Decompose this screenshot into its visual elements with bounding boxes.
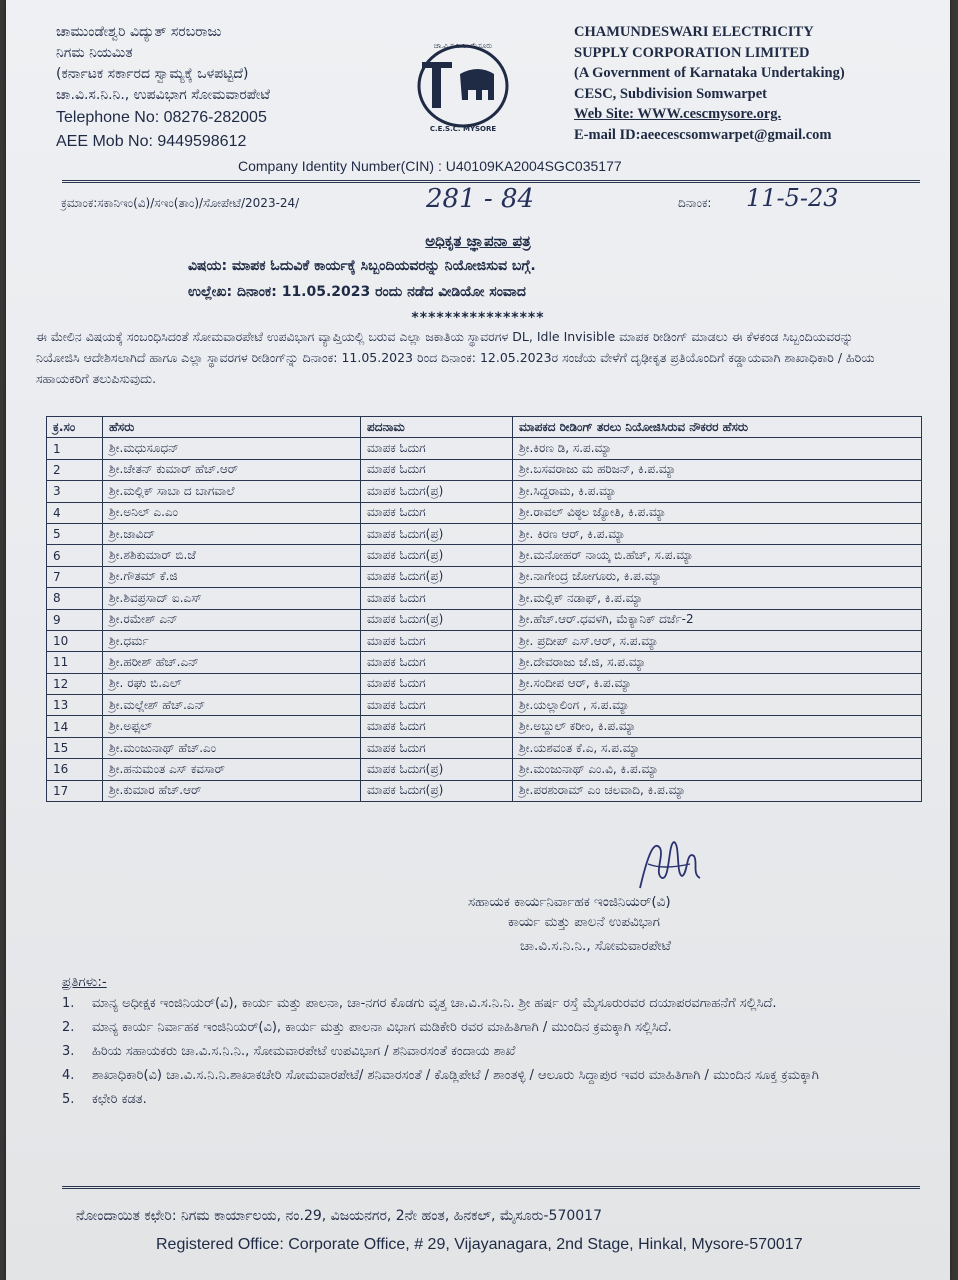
table-row [47, 545, 922, 566]
copy-item-text: ಹಿರಿಯ ಸಹಾಯಕರು ಚಾ.ವಿ.ಸ.ನಿ.ನಿ., ಸೋಮವಾರಪೇಟೆ ಉಪವಿಭಾಗ / ಶನಿವಾರಸಂತೆ ಕಂದಾಯ ಶಾಖೆ [92, 1044, 516, 1059]
cell-name: ಶ್ರೀ.ಹರೀಶ್ ಹೆಚ್.ಎನ್ [103, 652, 361, 673]
cell-designation: ಮಾಪಕ ಓದುಗ(ಪ್ರ) [361, 780, 513, 801]
copy-item-number: 3. [62, 1044, 75, 1059]
header-right-line-3: (A Government of Karnataka Undertaking) [574, 65, 845, 81]
cell-designation: ಮಾಪಕ ಓದುಗ [361, 716, 513, 737]
cell-designation: ಮಾಪಕ ಓದುಗ [361, 588, 513, 609]
table-row [47, 459, 922, 480]
aee-mobile-number: AEE Mob No: 9449598612 [56, 133, 247, 150]
cell-assigned-staff: ಶ್ರೀ.ಬಸವರಾಜು ಮ ಹರಿಜನ್, ಕಿ.ಪ.ಮ್ಯಾ [513, 459, 922, 480]
header-divider [62, 180, 920, 183]
cell-designation: ಮಾಪಕ ಓದುಗ [361, 438, 513, 459]
cell-designation: ಮಾಪಕ ಓದುಗ [361, 737, 513, 758]
cell-assigned-staff: ಶ್ರೀ.ರಾವಲ್ ವಿಠ್ಠಲ ಜ್ಯೋತಿ, ಕಿ.ಪ.ಮ್ಯಾ [513, 502, 922, 523]
cell-designation: ಮಾಪಕ ಓದುಗ [361, 630, 513, 651]
cell-serial: 15 [47, 737, 103, 758]
cell-assigned-staff: ಶ್ರೀ. ಕಿರಣ ಆರ್, ಕಿ.ಪ.ಮ್ಯಾ [513, 523, 922, 544]
header-right-line-2: SUPPLY CORPORATION LIMITED [574, 44, 810, 61]
company-cin: Company Identity Number(CIN) : U40109KA2004SGC035177 [238, 158, 622, 174]
website-link[interactable]: Web Site: WWW.cescmysore.org. [574, 106, 782, 122]
cell-name: ಶ್ರೀ.ಮಂಜುನಾಥ್ ಹೆಚ್.ಎಂ [103, 737, 361, 758]
table-row [47, 780, 922, 801]
cell-assigned-staff: ಶ್ರೀ.ನಾಗೇಂದ್ರ ಜೋಗೂರು, ಕಿ.ಪ.ಮ್ಯಾ [513, 566, 922, 587]
cell-assigned-staff: ಶ್ರೀ.ಸಿದ್ದರಾಮ, ಕಿ.ಪ.ಮ್ಯಾ [513, 481, 922, 502]
cell-designation: ಮಾಪಕ ಓದುಗ [361, 459, 513, 480]
table-row [47, 716, 922, 737]
cell-serial: 7 [47, 566, 103, 587]
table-row [47, 737, 922, 758]
cell-designation: ಮಾಪಕ ಓದುಗ [361, 502, 513, 523]
header-left-line-1: ಚಾಮುಂಡೇಶ್ವರಿ ವಿದ್ಯುತ್ ಸರಬರಾಜು [56, 24, 222, 40]
cell-assigned-staff: ಶ್ರೀ.ದೇವರಾಜು ಜೆ.ಜಿ, ಸ.ಪ.ಮ್ಯಾ [513, 652, 922, 673]
telephone-number: Telephone No: 08276-282005 [56, 109, 267, 126]
cell-name: ಶ್ರೀ. ರಘು ಬಿ.ಎಲ್ [103, 673, 361, 694]
header-left [56, 22, 270, 154]
table-row [47, 630, 922, 651]
cell-serial: 1 [47, 438, 103, 459]
cell-assigned-staff: ಶ್ರೀ.ಹೆಚ್.ಆರ್.ಧವಳಗಿ, ಮೆಕ್ಯಾನಿಕ್ ದರ್ಜೆ-2 [513, 609, 922, 630]
copy-item [62, 1064, 922, 1088]
cell-serial: 12 [47, 673, 103, 694]
signature-icon [634, 834, 704, 896]
cell-name: ಶ್ರೀ.ಹನುಮಂತ ಎಸ್ ಕವಸಾರ್ [103, 759, 361, 780]
reference-number-label: ಕ್ರಮಾಂಕ:ಸಕಾನಿಇಂ(ವಿ)/ಸಇಂ(ತಾಂ)/ಸೋಪೇಟೆ/2023-24/ [61, 196, 300, 210]
cell-serial: 13 [47, 695, 103, 716]
separator-stars: **************** [411, 310, 545, 326]
copy-item-number: 2. [62, 1020, 75, 1035]
table-row [47, 609, 922, 630]
copy-item-text: ಕಛೇರಿ ಕಡತ. [92, 1092, 147, 1107]
cell-assigned-staff: ಶ್ರೀ.ಪರಶುರಾಮ್ ಎಂ ಚಲವಾದಿ, ಕಿ.ಪ.ಮ್ಯಾ [513, 780, 922, 801]
copies-list [62, 992, 922, 1112]
cesc-logo-icon [410, 34, 516, 134]
logo-text-top: ಚಾ.ವಿ.ಸ.ನಿ.ನಿ. ಮೈಸೂರು [433, 42, 493, 50]
cell-serial: 8 [47, 588, 103, 609]
cell-serial: 11 [47, 652, 103, 673]
cell-name: ಶ್ರೀ.ಮಲ್ಲೇಶ್ ಹೆಚ್.ಎನ್ [103, 695, 361, 716]
cell-assigned-staff: ಶ್ರೀ.ಅಬ್ದುಲ್ ಕರೀಂ, ಕಿ.ಪ.ಮ್ಯಾ [513, 716, 922, 737]
cell-assigned-staff: ಶ್ರೀ.ಮಲ್ಲಿಕ್ ನಡಾಫ್, ಕಿ.ಪ.ಮ್ಯಾ [513, 588, 922, 609]
cell-designation: ಮಾಪಕ ಓದುಗ [361, 652, 513, 673]
copy-item-number: 1. [62, 996, 75, 1011]
table-header-designation: ಪದನಾಮ [361, 417, 513, 438]
cell-serial: 2 [47, 459, 103, 480]
table-row [47, 566, 922, 587]
cell-name: ಶ್ರೀ.ಅಫ್ಸಲ್ [103, 716, 361, 737]
cell-serial: 4 [47, 502, 103, 523]
cell-serial: 3 [47, 481, 103, 502]
cell-name: ಶ್ರೀ.ರಮೇಶ್ ಎನ್ [103, 609, 361, 630]
cell-serial: 14 [47, 716, 103, 737]
cell-name: ಶ್ರೀ.ಚೇತನ್ ಕುಮಾರ್ ಹೆಚ್.ಆರ್ [103, 459, 361, 480]
copy-item [62, 1016, 922, 1040]
cell-designation: ಮಾಪಕ ಓದುಗ(ಪ್ರ) [361, 545, 513, 566]
cell-name: ಶ್ರೀ.ಗೌತಮ್ ಕೆ.ಜಿ [103, 566, 361, 587]
table-row [47, 438, 922, 459]
cell-name: ಶ್ರೀ.ಅನಿಲ್ ಎ.ಎಂ [103, 502, 361, 523]
cell-serial: 9 [47, 609, 103, 630]
copy-item [62, 1040, 922, 1064]
footer-divider [62, 1186, 920, 1189]
cell-assigned-staff: ಶ್ರೀ.ಮಂಜುನಾಥ್ ಎಂ.ವಿ, ಕಿ.ಪ.ಮ್ಯಾ [513, 759, 922, 780]
footer-english-address: Registered Office: Corporate Office, # 29, Vijayanagara, 2nd Stage, Hinkal, Mysore-570017 [156, 1236, 803, 1253]
cell-serial: 10 [47, 630, 103, 651]
table-row [47, 673, 922, 694]
cell-designation: ಮಾಪಕ ಓದುಗ(ಪ್ರ) [361, 481, 513, 502]
cell-name: ಶ್ರೀ.ಜಾವಿದ್ [103, 523, 361, 544]
copy-item-number: 4. [62, 1068, 75, 1083]
assignment-table [46, 416, 922, 802]
copy-item-number: 5. [62, 1092, 75, 1107]
cell-assigned-staff: ಶ್ರೀ.ಕಿರಣ ಡಿ, ಸ.ಪ.ಮ್ಯಾ [513, 438, 922, 459]
header-right-line-1: CHAMUNDESWARI ELECTRICITY [574, 24, 814, 40]
cell-name: ಶ್ರೀ.ಮಧುಸೂಧನ್ [103, 438, 361, 459]
header-left-line-4: ಚಾ.ವಿ.ಸ.ನಿ.ನಿ., ಉಪವಿಭಾಗ ಸೋಮವಾರಪೇಟೆ [56, 87, 271, 103]
table-row [47, 759, 922, 780]
copy-item-text: ಶಾಖಾಧಿಕಾರಿ(ವಿ) ಚಾ.ವಿ.ಸ.ನಿ.ನಿ.ಶಾಖಾಕಚೇರಿ ಸೋಮವಾರಪೇಟೆ/ ಶನಿವಾರಸಂತೆ / ಕೊಡ್ಲಿಪೇಟೆ / ಶಾಂತಳ್ಳಿ / ಆಲೂರು ಸಿದ್ದಾಪುರ ಇವರ ಮಾಹಿತಿಗಾಗಿ / ಮುಂದಿನ ಸೂಕ್ತ ಕ್ರಮಕ್ಕಾಗಿ [92, 1068, 819, 1083]
copy-item [62, 992, 922, 1016]
cell-name: ಶ್ರೀ.ಮಲ್ಲಿಕ್ ಸಾಬಾ ದ ಬಾಗವಾಲೆ [103, 481, 361, 502]
cell-designation: ಮಾಪಕ ಓದುಗ(ಪ್ರ) [361, 523, 513, 544]
reference-number-handwritten: 281 - 84 [426, 184, 535, 214]
table-header-row [47, 417, 922, 438]
header-left-line-3: (ಕರ್ನಾಟಕ ಸರ್ಕಾರದ ಸ್ವಾಮ್ಯಕ್ಕೆ ಒಳಪಟ್ಟಿದೆ) [56, 66, 249, 82]
cell-serial: 5 [47, 523, 103, 544]
logo-text-bottom: C.E.S.C. MYSORE [429, 125, 497, 133]
memo-title: ಅಧಿಕೃತ ಜ್ಞಾಪನಾ ಪತ್ರ [425, 232, 531, 250]
cell-serial: 17 [47, 780, 103, 801]
table-row [47, 502, 922, 523]
cell-serial: 16 [47, 759, 103, 780]
header-right-line-4: CESC, Subdivision Somwarpet [574, 85, 767, 102]
cell-assigned-staff: ಶ್ರೀ. ಪ್ರದೀಪ್ ಎಸ್.ಆರ್, ಸ.ಪ.ಮ್ಯಾ [513, 630, 922, 651]
copies-label: ಪ್ರತಿಗಳು:- [62, 974, 107, 990]
table-row [47, 695, 922, 716]
memo-subject: ವಿಷಯ: ಮಾಪಕ ಓದುವಿಕೆ ಕಾರ್ಯಕ್ಕೆ ಸಿಬ್ಬಂದಿಯವರನ್ನು ನಿಯೋಜಿಸುವ ಬಗ್ಗೆ. [188, 258, 536, 274]
cell-name: ಶ್ರೀ.ಕುಮಾರ ಹೆಚ್.ಆರ್ [103, 780, 361, 801]
cell-name: ಶ್ರೀ.ಶಿವಪ್ರಸಾದ್ ಐ.ಎಸ್ [103, 588, 361, 609]
copy-item-text: ಮಾನ್ಯ ಅಧೀಕ್ಷಕ ಇಂಜಿನಿಯರ್(ವಿ), ಕಾರ್ಯ ಮತ್ತು ಪಾಲನಾ, ಚಾ-ನಗರ ಕೊಡಗು ವೃತ್ತ ಚಾ.ವಿ.ಸ.ನಿ.ನಿ. ಶ್ರೀ ಹರ್ಷ ರಸ್ತೆ ಮೈಸೂರುರವರ ದಯಾಪರವಗಾಹನೆಗೆ ಸಲ್ಲಿಸಿದೆ. [92, 996, 777, 1011]
table-header-serial: ಕ್ರ.ಸಂ [47, 417, 103, 438]
table-header-name: ಹೆಸರು [103, 417, 361, 438]
table-row [47, 652, 922, 673]
cell-designation: ಮಾಪಕ ಓದುಗ(ಪ್ರ) [361, 759, 513, 780]
memo-reference-line: ಉಲ್ಲೇಖ: ದಿನಾಂಕ: 11.05.2023 ರಂದು ನಡೆದ ವೀಡಿಯೋ ಸಂವಾದ [188, 284, 526, 300]
table-row [47, 588, 922, 609]
cell-designation: ಮಾಪಕ ಓದುಗ [361, 673, 513, 694]
email-address: E-mail ID:aeecescsomwarpet@gmail.com [574, 126, 832, 143]
header-right [574, 22, 845, 145]
cell-assigned-staff: ಶ್ರೀ.ಯಲ್ಲಾಲಿಂಗ , ಸ.ಪ.ಮ್ಯಾ [513, 695, 922, 716]
cell-name: ಶ್ರೀ.ಧರ್ಮ [103, 630, 361, 651]
signatory-office: ಕಾರ್ಯ ಮತ್ತು ಪಾಲನೆ ಉಪವಿಭಾಗ [508, 914, 660, 930]
copy-item [62, 1088, 922, 1112]
cell-designation: ಮಾಪಕ ಓದುಗ [361, 695, 513, 716]
body-paragraph: ಈ ಮೇಲಿನ ವಿಷಯಕ್ಕೆ ಸಂಬಂಧಿಸಿದಂತೆ ಸೋಮವಾರಪೇಟೆ ಉಪವಿಭಾಗ ವ್ಯಾಪ್ತಿಯಲ್ಲಿ ಬರುವ ಎಲ್ಲಾ ಜಕಾತಿಯ ಸ್ಥಾವರಗಳ DL, Idle Invisible ಮಾಪಕ ರೀಡಿಂಗ್ ಮಾಡಲು ಈ ಕೆಳಕಂಡ ಸಿಬ್ಬಂದಿಯವರನ್ನು ನಿಯೋಜಿಸಿ ಆದೇಶಿಸಲಾಗಿದೆ ಹಾಗೂ ಎಲ್ಲಾ ಸ್ಥಾವರಗಳ ರೀಡಿಂಗ್‌ನ್ನು ದಿನಾಂಕ: 11.05.2023 ರಿಂದ ದಿನಾಂಕ: 12.05.2023ರ ಸಂಜೆಯ ವೇಳೆಗೆ ದೃಢೀಕೃತ ಪ್ರತಿಯೊಂದಿಗೆ ಕಡ್ಡಾಯವಾಗಿ ಶಾಖಾಧಿಕಾರಿ / ಹಿರಿಯ ಸಹಾಯಕರಿಗೆ ತಲುಪಿಸುವುದು. [36, 329, 875, 386]
table-row [47, 523, 922, 544]
table-body [47, 438, 922, 802]
table-header-assigned-staff: ಮಾಪಕದ ರೀಡಿಂಗ್ ತರಲು ನಿಯೋಜಿಸಿರುವ ನೌಕರರ ಹೆಸರು [513, 417, 922, 438]
cell-assigned-staff: ಶ್ರೀ.ಯಶವಂತ ಕೆ.ಎ, ಸ.ಪ.ಮ್ಯಾ [513, 737, 922, 758]
cell-name: ಶ್ರೀ.ಶಶಿಕುಮಾರ್ ಬಿ.ಜೆ [103, 545, 361, 566]
signatory-designation: ಸಹಾಯಕ ಕಾರ್ಯನಿರ್ವಾಹಕ ಇಂಜಿನಿಯರ್(ವಿ) [468, 894, 671, 910]
date-label: ದಿನಾಂಕ: [678, 196, 712, 210]
cell-designation: ಮಾಪಕ ಓದುಗ(ಪ್ರ) [361, 609, 513, 630]
copy-item-text: ಮಾನ್ಯ ಕಾರ್ಯ ನಿರ್ವಾಹಕ ಇಂಜಿನಿಯರ್(ವಿ), ಕಾರ್ಯ ಮತ್ತು ಪಾಲನಾ ವಿಭಾಗ ಮಡಿಕೇರಿ ರವರ ಮಾಹಿತಿಗಾಗಿ / ಮುಂದಿನ ಕ್ರಮಕ್ಕಾಗಿ ಸಲ್ಲಿಸಿದೆ. [92, 1020, 672, 1035]
table-row [47, 481, 922, 502]
header-left-line-2: ನಿಗಮ ನಿಯಮಿತ [56, 45, 133, 61]
footer-kannada-address: ನೋಂದಾಯಿತ ಕಛೇರಿ: ನಿಗಮ ಕಾರ್ಯಾಲಯ, ನಂ.29, ವಿಜಯನಗರ, 2ನೇ ಹಂತ, ಹಿನಕಲ್, ಮೈಸೂರು-570017 [76, 1208, 602, 1224]
cell-designation: ಮಾಪಕ ಓದುಗ(ಪ್ರ) [361, 566, 513, 587]
cell-assigned-staff: ಶ್ರೀ.ಮನೋಹರ್ ನಾಯ್ಕ ಬಿ.ಹೆಚ್, ಸ.ಪ.ಮ್ಯಾ [513, 545, 922, 566]
cell-assigned-staff: ಶ್ರೀ.ಸಂದೀಪ ಆರ್, ಕಿ.ಪ.ಮ್ಯಾ [513, 673, 922, 694]
memo-page [6, 0, 950, 1280]
cell-serial: 6 [47, 545, 103, 566]
signatory-organization: ಚಾ.ವಿ.ಸ.ನಿ.ನಿ., ಸೋಮವಾರಪೇಟೆ [520, 938, 671, 954]
date-handwritten: 11-5-23 [746, 184, 839, 212]
